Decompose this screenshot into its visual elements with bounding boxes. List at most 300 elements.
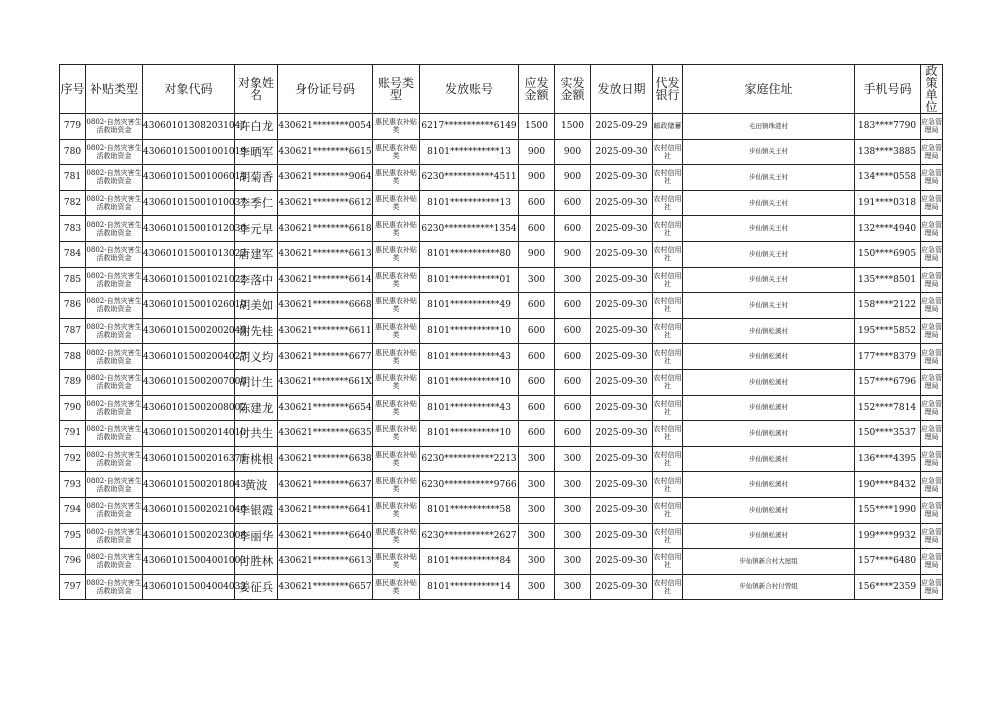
seq-cell: 781 — [60, 165, 86, 191]
amount-paid-cell: 1500 — [555, 114, 591, 140]
object-code-cell: 430601015001001019 — [143, 139, 235, 165]
account-type-cell: 惠民惠农补贴类 — [373, 472, 420, 498]
account-type-cell: 惠民惠农补贴类 — [373, 318, 420, 344]
seq-cell: 791 — [60, 421, 86, 447]
object-name-cell: 付胜林 — [235, 549, 278, 575]
object-name-cell: 黄波 — [235, 472, 278, 498]
header-address: 家庭住址 — [683, 65, 855, 114]
account-type-cell: 惠民惠农补贴类 — [373, 139, 420, 165]
object-code-cell: 430601015002016371 — [143, 446, 235, 472]
phone-cell: 150****6905 — [855, 241, 921, 267]
header-amount-paid: 实发金额 — [555, 65, 591, 114]
table-row — [60, 216, 943, 242]
phone-cell: 190****8432 — [855, 472, 921, 498]
header-agent-bank: 代发银行 — [653, 65, 683, 114]
account-number-cell: 8101***********13 — [420, 139, 519, 165]
subsidy-type-cell: 0802-自然灾害生活救助资金 — [86, 523, 143, 549]
object-code-cell: 430601015004001003 — [143, 549, 235, 575]
amount-due-cell: 1500 — [519, 114, 555, 140]
amount-due-cell: 600 — [519, 421, 555, 447]
seq-cell: 779 — [60, 114, 86, 140]
account-number-cell: 8101***********43 — [420, 395, 519, 421]
account-type-cell: 惠民惠农补贴类 — [373, 421, 420, 447]
table-body — [60, 114, 943, 600]
object-name-cell: 唐建军 — [235, 241, 278, 267]
payment-date-cell: 2025-09-30 — [591, 241, 653, 267]
agent-bank-cell: 农村信用社 — [653, 190, 683, 216]
table-row — [60, 267, 943, 293]
seq-cell: 788 — [60, 344, 86, 370]
payment-date-cell: 2025-09-30 — [591, 344, 653, 370]
object-code-cell: 430601015002018043 — [143, 472, 235, 498]
table-row — [60, 344, 943, 370]
payment-date-cell: 2025-09-30 — [591, 549, 653, 575]
id-number-cell: 430621********6613 — [278, 549, 373, 575]
account-number-cell: 8101***********14 — [420, 574, 519, 600]
amount-paid-cell: 600 — [555, 395, 591, 421]
table-row — [60, 241, 943, 267]
object-name-cell: 陈建龙 — [235, 395, 278, 421]
subsidy-type-cell: 0802-自然灾害生活救助资金 — [86, 369, 143, 395]
amount-due-cell: 600 — [519, 190, 555, 216]
seq-cell: 789 — [60, 369, 86, 395]
account-type-cell: 惠民惠农补贴类 — [373, 267, 420, 293]
payment-date-cell: 2025-09-30 — [591, 267, 653, 293]
id-number-cell: 430621********6635 — [278, 421, 373, 447]
object-name-cell: 姜征兵 — [235, 574, 278, 600]
amount-due-cell: 300 — [519, 549, 555, 575]
id-number-cell: 430621********6641 — [278, 497, 373, 523]
id-number-cell: 430621********6640 — [278, 523, 373, 549]
phone-cell: 156****2359 — [855, 574, 921, 600]
account-type-cell: 惠民惠农补贴类 — [373, 574, 420, 600]
object-name-cell: 许白龙 — [235, 114, 278, 140]
object-code-cell: 430601015002004027 — [143, 344, 235, 370]
payment-date-cell: 2025-09-29 — [591, 114, 653, 140]
phone-cell: 132****4940 — [855, 216, 921, 242]
address-cell: 步仙镇新合村付曾组 — [683, 574, 855, 600]
table-row — [60, 523, 943, 549]
amount-paid-cell: 600 — [555, 344, 591, 370]
amount-paid-cell: 300 — [555, 574, 591, 600]
amount-due-cell: 300 — [519, 523, 555, 549]
phone-cell: 150****3537 — [855, 421, 921, 447]
agent-bank-cell: 农村信用社 — [653, 497, 683, 523]
object-code-cell: 430601015004004033 — [143, 574, 235, 600]
policy-unit-cell: 应急管理局 — [921, 395, 943, 421]
subsidy-type-cell: 0802-自然灾害生活救助资金 — [86, 446, 143, 472]
policy-unit-cell: 应急管理局 — [921, 472, 943, 498]
account-number-cell: 8101***********10 — [420, 369, 519, 395]
account-type-cell: 惠民惠农补贴类 — [373, 190, 420, 216]
subsidy-type-cell: 0802-自然灾害生活救助资金 — [86, 293, 143, 319]
address-cell: 步仙镇关王村 — [683, 190, 855, 216]
subsidy-type-cell: 0802-自然灾害生活救助资金 — [86, 549, 143, 575]
header-id-number: 身份证号码 — [278, 65, 373, 114]
table-row — [60, 318, 943, 344]
seq-cell: 792 — [60, 446, 86, 472]
header-object-name: 对象姓名 — [235, 65, 278, 114]
subsidy-type-cell: 0802-自然灾害生活救助资金 — [86, 267, 143, 293]
agent-bank-cell: 农村信用社 — [653, 421, 683, 447]
table-row — [60, 446, 943, 472]
account-type-cell: 惠民惠农补贴类 — [373, 216, 420, 242]
address-cell: 步仙镇关王村 — [683, 267, 855, 293]
subsidy-type-cell: 0802-自然灾害生活救助资金 — [86, 421, 143, 447]
object-code-cell: 430601015001026010 — [143, 293, 235, 319]
agent-bank-cell: 农村信用社 — [653, 267, 683, 293]
policy-unit-cell: 应急管理局 — [921, 241, 943, 267]
account-number-cell: 8101***********58 — [420, 497, 519, 523]
object-name-cell: 胡美如 — [235, 293, 278, 319]
seq-cell: 793 — [60, 472, 86, 498]
subsidy-type-cell: 0802-自然灾害生活救助资金 — [86, 395, 143, 421]
subsidy-type-cell: 0802-自然灾害生活救助资金 — [86, 497, 143, 523]
header-payment-date: 发放日期 — [591, 65, 653, 114]
header-row — [60, 65, 943, 114]
table-row — [60, 369, 943, 395]
payment-date-cell: 2025-09-30 — [591, 446, 653, 472]
policy-unit-cell: 应急管理局 — [921, 190, 943, 216]
id-number-cell: 430621********6677 — [278, 344, 373, 370]
subsidy-type-cell: 0802-自然灾害生活救助资金 — [86, 216, 143, 242]
table-row — [60, 472, 943, 498]
address-cell: 步仙镇关王村 — [683, 216, 855, 242]
address-cell: 毛田镇珠港村 — [683, 114, 855, 140]
policy-unit-cell: 应急管理局 — [921, 369, 943, 395]
phone-cell: 135****8501 — [855, 267, 921, 293]
policy-unit-cell: 应急管理局 — [921, 446, 943, 472]
phone-cell: 134****0558 — [855, 165, 921, 191]
subsidy-type-cell: 0802-自然灾害生活救助资金 — [86, 165, 143, 191]
table-row — [60, 114, 943, 140]
amount-paid-cell: 900 — [555, 139, 591, 165]
table-row — [60, 497, 943, 523]
amount-paid-cell: 300 — [555, 497, 591, 523]
account-number-cell: 8101***********10 — [420, 318, 519, 344]
amount-due-cell: 300 — [519, 472, 555, 498]
policy-unit-cell: 应急管理局 — [921, 421, 943, 447]
amount-paid-cell: 600 — [555, 421, 591, 447]
amount-paid-cell: 300 — [555, 523, 591, 549]
account-number-cell: 6230***********2627 — [420, 523, 519, 549]
object-name-cell: 李晒军 — [235, 139, 278, 165]
address-cell: 步仙镇松溪村 — [683, 472, 855, 498]
header-phone: 手机号码 — [855, 65, 921, 114]
header-policy-unit: 政策单位 — [921, 65, 943, 114]
object-name-cell: 李落中 — [235, 267, 278, 293]
amount-paid-cell: 300 — [555, 549, 591, 575]
agent-bank-cell: 农村信用社 — [653, 344, 683, 370]
id-number-cell: 430621********9064 — [278, 165, 373, 191]
agent-bank-cell: 农村信用社 — [653, 549, 683, 575]
payment-date-cell: 2025-09-30 — [591, 395, 653, 421]
payment-date-cell: 2025-09-30 — [591, 574, 653, 600]
amount-paid-cell: 900 — [555, 241, 591, 267]
amount-due-cell: 300 — [519, 446, 555, 472]
phone-cell: 157****6796 — [855, 369, 921, 395]
account-number-cell: 8101***********10 — [420, 421, 519, 447]
policy-unit-cell: 应急管理局 — [921, 344, 943, 370]
account-type-cell: 惠民惠农补贴类 — [373, 293, 420, 319]
agent-bank-cell: 邮政储蓄 — [653, 114, 683, 140]
subsidy-type-cell: 0802-自然灾害生活救助资金 — [86, 472, 143, 498]
id-number-cell: 430621********6618 — [278, 216, 373, 242]
amount-due-cell: 600 — [519, 344, 555, 370]
header-subsidy-type: 补贴类型 — [86, 65, 143, 114]
amount-due-cell: 600 — [519, 395, 555, 421]
table-row — [60, 574, 943, 600]
agent-bank-cell: 农村信用社 — [653, 241, 683, 267]
subsidy-table — [59, 64, 943, 600]
account-type-cell: 惠民惠农补贴类 — [373, 446, 420, 472]
amount-due-cell: 300 — [519, 267, 555, 293]
seq-cell: 787 — [60, 318, 86, 344]
phone-cell: 157****6480 — [855, 549, 921, 575]
id-number-cell: 430621********6614 — [278, 267, 373, 293]
amount-paid-cell: 600 — [555, 190, 591, 216]
object-code-cell: 430601015002021040 — [143, 497, 235, 523]
phone-cell: 191****0318 — [855, 190, 921, 216]
seq-cell: 794 — [60, 497, 86, 523]
payment-date-cell: 2025-09-30 — [591, 293, 653, 319]
phone-cell: 155****1990 — [855, 497, 921, 523]
amount-paid-cell: 300 — [555, 267, 591, 293]
address-cell: 步仙镇松溪村 — [683, 497, 855, 523]
address-cell: 步仙镇关王村 — [683, 241, 855, 267]
seq-cell: 796 — [60, 549, 86, 575]
amount-due-cell: 900 — [519, 139, 555, 165]
table-row — [60, 395, 943, 421]
seq-cell: 783 — [60, 216, 86, 242]
address-cell: 步仙镇关王村 — [683, 165, 855, 191]
payment-date-cell: 2025-09-30 — [591, 216, 653, 242]
policy-unit-cell: 应急管理局 — [921, 574, 943, 600]
subsidy-type-cell: 0802-自然灾害生活救助资金 — [86, 241, 143, 267]
amount-paid-cell: 600 — [555, 369, 591, 395]
amount-due-cell: 600 — [519, 216, 555, 242]
address-cell: 步仙镇新合村大屋组 — [683, 549, 855, 575]
agent-bank-cell: 农村信用社 — [653, 574, 683, 600]
account-type-cell: 惠民惠农补贴类 — [373, 369, 420, 395]
payment-date-cell: 2025-09-30 — [591, 523, 653, 549]
address-cell: 步仙镇松溪村 — [683, 318, 855, 344]
header-account-type: 账号类型 — [373, 65, 420, 114]
object-code-cell: 430601015001021022 — [143, 267, 235, 293]
object-name-cell: 胡计生 — [235, 369, 278, 395]
object-name-cell: 付共生 — [235, 421, 278, 447]
object-name-cell: 谢先桂 — [235, 318, 278, 344]
policy-unit-cell: 应急管理局 — [921, 549, 943, 575]
agent-bank-cell: 农村信用社 — [653, 165, 683, 191]
seq-cell: 782 — [60, 190, 86, 216]
agent-bank-cell: 农村信用社 — [653, 139, 683, 165]
phone-cell: 152****7814 — [855, 395, 921, 421]
amount-due-cell: 600 — [519, 369, 555, 395]
object-code-cell: 430601015002002049 — [143, 318, 235, 344]
object-name-cell: 李银霞 — [235, 497, 278, 523]
account-type-cell: 惠民惠农补贴类 — [373, 549, 420, 575]
phone-cell: 136****4395 — [855, 446, 921, 472]
agent-bank-cell: 农村信用社 — [653, 216, 683, 242]
policy-unit-cell: 应急管理局 — [921, 318, 943, 344]
object-name-cell: 唐桃根 — [235, 446, 278, 472]
amount-due-cell: 300 — [519, 497, 555, 523]
payment-date-cell: 2025-09-30 — [591, 369, 653, 395]
seq-cell: 790 — [60, 395, 86, 421]
id-number-cell: 430621********6611 — [278, 318, 373, 344]
subsidy-table-page — [59, 64, 943, 600]
policy-unit-cell: 应急管理局 — [921, 293, 943, 319]
id-number-cell: 430621********0054 — [278, 114, 373, 140]
amount-due-cell: 600 — [519, 293, 555, 319]
table-row — [60, 549, 943, 575]
object-code-cell: 430601015001013022 — [143, 241, 235, 267]
phone-cell: 183****7790 — [855, 114, 921, 140]
subsidy-type-cell: 0802-自然灾害生活救助资金 — [86, 139, 143, 165]
address-cell: 步仙镇松溪村 — [683, 369, 855, 395]
object-code-cell: 430601015002023008 — [143, 523, 235, 549]
phone-cell: 199****9932 — [855, 523, 921, 549]
address-cell: 步仙镇松溪村 — [683, 446, 855, 472]
subsidy-type-cell: 0802-自然灾害生活救助资金 — [86, 114, 143, 140]
object-code-cell: 430601015001010037 — [143, 190, 235, 216]
agent-bank-cell: 农村信用社 — [653, 472, 683, 498]
object-name-cell: 李季仁 — [235, 190, 278, 216]
account-type-cell: 惠民惠农补贴类 — [373, 497, 420, 523]
table-row — [60, 421, 943, 447]
payment-date-cell: 2025-09-30 — [591, 497, 653, 523]
amount-paid-cell: 300 — [555, 446, 591, 472]
id-number-cell: 430621********6637 — [278, 472, 373, 498]
payment-date-cell: 2025-09-30 — [591, 165, 653, 191]
account-number-cell: 8101***********49 — [420, 293, 519, 319]
phone-cell: 158****2122 — [855, 293, 921, 319]
object-code-cell: 430601015002008002 — [143, 395, 235, 421]
address-cell: 步仙镇松溪村 — [683, 523, 855, 549]
phone-cell: 195****5852 — [855, 318, 921, 344]
object-code-cell: 430601015002007006 — [143, 369, 235, 395]
subsidy-type-cell: 0802-自然灾害生活救助资金 — [86, 318, 143, 344]
address-cell: 步仙镇松溪村 — [683, 395, 855, 421]
account-number-cell: 8101***********84 — [420, 549, 519, 575]
header-object-code: 对象代码 — [143, 65, 235, 114]
phone-cell: 177****8379 — [855, 344, 921, 370]
agent-bank-cell: 农村信用社 — [653, 369, 683, 395]
id-number-cell: 430621********6613 — [278, 241, 373, 267]
header-account-number: 发放账号 — [420, 65, 519, 114]
policy-unit-cell: 应急管理局 — [921, 216, 943, 242]
account-number-cell: 8101***********01 — [420, 267, 519, 293]
phone-cell: 138****3885 — [855, 139, 921, 165]
payment-date-cell: 2025-09-30 — [591, 472, 653, 498]
object-code-cell: 430601015002014010 — [143, 421, 235, 447]
subsidy-type-cell: 0802-自然灾害生活救助资金 — [86, 574, 143, 600]
table-row — [60, 139, 943, 165]
id-number-cell: 430621********6657 — [278, 574, 373, 600]
address-cell: 步仙镇关王村 — [683, 139, 855, 165]
object-code-cell: 430601015001006014 — [143, 165, 235, 191]
table-row — [60, 293, 943, 319]
payment-date-cell: 2025-09-30 — [591, 139, 653, 165]
account-type-cell: 惠民惠农补贴类 — [373, 241, 420, 267]
seq-cell: 780 — [60, 139, 86, 165]
account-number-cell: 8101***********80 — [420, 241, 519, 267]
id-number-cell: 430621********6638 — [278, 446, 373, 472]
address-cell: 步仙镇关王村 — [683, 293, 855, 319]
amount-paid-cell: 600 — [555, 216, 591, 242]
table-row — [60, 165, 943, 191]
object-name-cell: 胡义均 — [235, 344, 278, 370]
object-name-cell: 胡菊香 — [235, 165, 278, 191]
seq-cell: 786 — [60, 293, 86, 319]
account-number-cell: 8101***********13 — [420, 190, 519, 216]
subsidy-type-cell: 0802-自然灾害生活救助资金 — [86, 344, 143, 370]
account-type-cell: 惠民惠农补贴类 — [373, 165, 420, 191]
account-type-cell: 惠民惠农补贴类 — [373, 114, 420, 140]
seq-cell: 795 — [60, 523, 86, 549]
account-number-cell: 6230***********1354 — [420, 216, 519, 242]
address-cell: 步仙镇松溪村 — [683, 421, 855, 447]
id-number-cell: 430621********6612 — [278, 190, 373, 216]
subsidy-type-cell: 0802-自然灾害生活救助资金 — [86, 190, 143, 216]
address-cell: 步仙镇松溪村 — [683, 344, 855, 370]
amount-paid-cell: 900 — [555, 165, 591, 191]
payment-date-cell: 2025-09-30 — [591, 318, 653, 344]
account-number-cell: 8101***********43 — [420, 344, 519, 370]
id-number-cell: 430621********661X — [278, 369, 373, 395]
account-type-cell: 惠民惠农补贴类 — [373, 344, 420, 370]
id-number-cell: 430621********6615 — [278, 139, 373, 165]
agent-bank-cell: 农村信用社 — [653, 446, 683, 472]
policy-unit-cell: 应急管理局 — [921, 139, 943, 165]
account-number-cell: 6230***********2213 — [420, 446, 519, 472]
account-type-cell: 惠民惠农补贴类 — [373, 523, 420, 549]
object-code-cell: 430601013082031041 — [143, 114, 235, 140]
policy-unit-cell: 应急管理局 — [921, 523, 943, 549]
id-number-cell: 430621********6668 — [278, 293, 373, 319]
account-type-cell: 惠民惠农补贴类 — [373, 395, 420, 421]
object-name-cell: 李元早 — [235, 216, 278, 242]
amount-due-cell: 600 — [519, 318, 555, 344]
table-row — [60, 190, 943, 216]
header-seq: 序号 — [60, 65, 86, 114]
account-number-cell: 6230***********4511 — [420, 165, 519, 191]
account-number-cell: 6230***********9766 — [420, 472, 519, 498]
amount-paid-cell: 600 — [555, 293, 591, 319]
seq-cell: 797 — [60, 574, 86, 600]
agent-bank-cell: 农村信用社 — [653, 523, 683, 549]
object-code-cell: 430601015001012030 — [143, 216, 235, 242]
seq-cell: 785 — [60, 267, 86, 293]
agent-bank-cell: 农村信用社 — [653, 293, 683, 319]
account-number-cell: 6217***********6149 — [420, 114, 519, 140]
policy-unit-cell: 应急管理局 — [921, 114, 943, 140]
policy-unit-cell: 应急管理局 — [921, 497, 943, 523]
payment-date-cell: 2025-09-30 — [591, 190, 653, 216]
amount-due-cell: 900 — [519, 241, 555, 267]
payment-date-cell: 2025-09-30 — [591, 421, 653, 447]
agent-bank-cell: 农村信用社 — [653, 395, 683, 421]
header-amount-due: 应发金额 — [519, 65, 555, 114]
policy-unit-cell: 应急管理局 — [921, 267, 943, 293]
amount-paid-cell: 300 — [555, 472, 591, 498]
id-number-cell: 430621********6654 — [278, 395, 373, 421]
amount-paid-cell: 600 — [555, 318, 591, 344]
policy-unit-cell: 应急管理局 — [921, 165, 943, 191]
seq-cell: 784 — [60, 241, 86, 267]
amount-due-cell: 900 — [519, 165, 555, 191]
